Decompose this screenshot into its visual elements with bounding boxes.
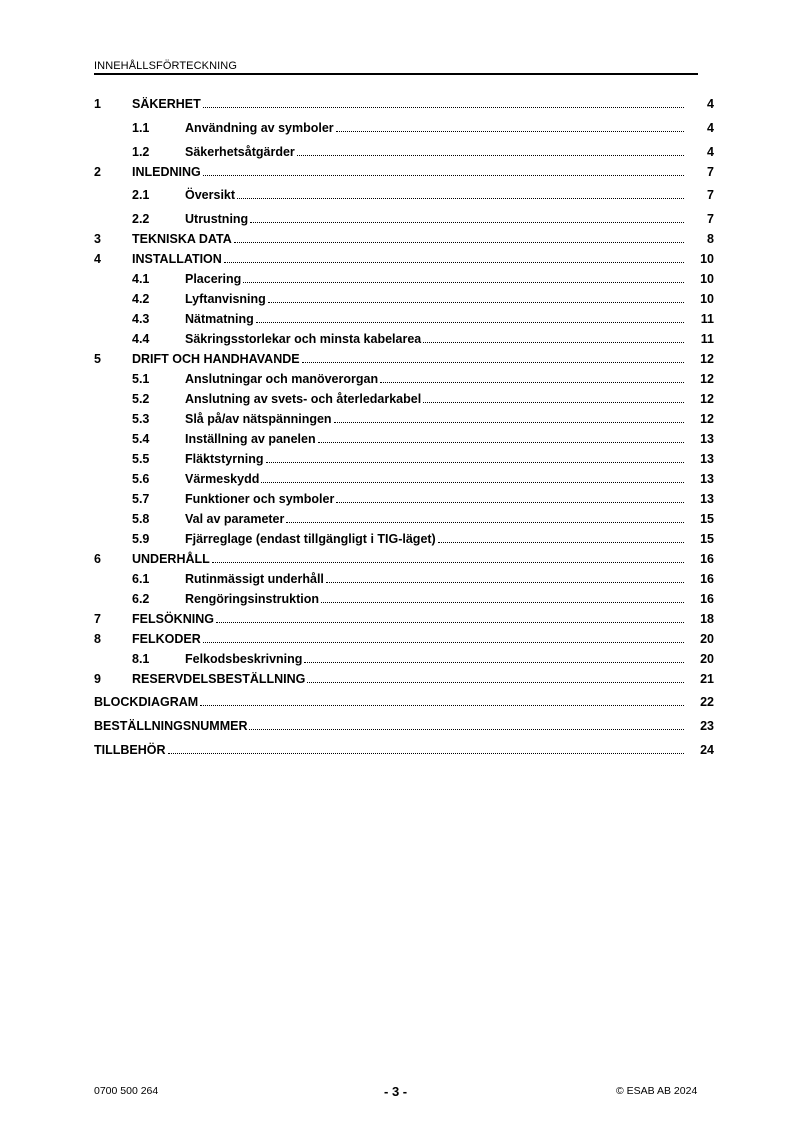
toc-entry-number: 3 bbox=[94, 232, 101, 246]
dot-leader bbox=[286, 521, 684, 523]
toc-entry-label: Säkringsstorlekar och minsta kabelarea bbox=[185, 332, 422, 346]
toc-entry-label-wrap bbox=[132, 96, 686, 112]
toc-entry-number: 5.3 bbox=[132, 412, 150, 426]
toc-entry-label-wrap bbox=[185, 311, 686, 327]
toc-entry-number: 1.1 bbox=[132, 121, 150, 135]
toc-entry[interactable] bbox=[94, 651, 714, 667]
toc-entry-page: 16 bbox=[700, 592, 714, 606]
toc-entry-label: TILLBEHÖR bbox=[94, 743, 166, 757]
toc-entry-number: 5.2 bbox=[132, 392, 150, 406]
dot-leader bbox=[304, 661, 684, 663]
dot-leader bbox=[268, 301, 684, 303]
toc-entry-label-wrap bbox=[132, 251, 686, 267]
toc-entry-label: INLEDNING bbox=[132, 165, 201, 179]
toc-entry-page: 22 bbox=[700, 695, 714, 709]
toc-entry-label-wrap bbox=[185, 531, 686, 547]
dot-leader bbox=[168, 752, 684, 754]
dot-leader bbox=[237, 197, 684, 199]
toc-entry-number: 8 bbox=[94, 632, 101, 646]
toc-entry[interactable] bbox=[94, 187, 714, 203]
toc-entry-page: 23 bbox=[700, 719, 714, 733]
toc-entry-label-wrap bbox=[94, 718, 686, 734]
toc-entry-label-wrap bbox=[185, 451, 686, 467]
toc-entry-label-wrap bbox=[185, 120, 686, 136]
toc-entry-number: 5.1 bbox=[132, 372, 150, 386]
toc-entry-number: 4.3 bbox=[132, 312, 150, 326]
toc-entry-page: 11 bbox=[700, 332, 714, 346]
toc-entry[interactable] bbox=[94, 611, 714, 627]
toc-entry[interactable] bbox=[94, 531, 714, 547]
toc-entry-number: 4.4 bbox=[132, 332, 150, 346]
toc-entry-label: Rutinmässigt underhåll bbox=[185, 572, 324, 586]
dot-leader bbox=[336, 130, 684, 132]
toc-entry[interactable] bbox=[94, 571, 714, 587]
toc-entry-page: 4 bbox=[707, 145, 714, 159]
toc-entry-label: Placering bbox=[185, 272, 242, 286]
toc-entry-label-wrap bbox=[132, 671, 686, 687]
toc-entry-page: 15 bbox=[700, 532, 714, 546]
dot-leader bbox=[326, 581, 684, 583]
toc-entry-number: 6 bbox=[94, 552, 101, 566]
toc-entry[interactable] bbox=[94, 391, 714, 407]
toc-entry-number: 4 bbox=[94, 252, 101, 266]
toc-entry[interactable] bbox=[94, 96, 714, 112]
toc-entry[interactable] bbox=[94, 631, 714, 647]
toc-entry-page: 10 bbox=[700, 292, 714, 306]
toc-entry[interactable] bbox=[94, 694, 714, 710]
toc-entry-label-wrap bbox=[132, 231, 686, 247]
toc-entry-label: Fläktstyrning bbox=[185, 452, 264, 466]
toc-entry-label: Utrustning bbox=[185, 212, 249, 226]
toc-entry[interactable] bbox=[94, 511, 714, 527]
toc-entry-number: 4.2 bbox=[132, 292, 150, 306]
toc-entry-number: 1 bbox=[94, 97, 101, 111]
toc-entry-page: 12 bbox=[700, 372, 714, 386]
toc-entry-label-wrap bbox=[185, 371, 686, 387]
toc-entry-label: Nätmatning bbox=[185, 312, 254, 326]
toc-entry-page: 12 bbox=[700, 352, 714, 366]
toc-entry-label-wrap bbox=[185, 211, 686, 227]
toc-entry-page: 20 bbox=[700, 652, 714, 666]
toc-entry-number: 2.2 bbox=[132, 212, 150, 226]
dot-leader bbox=[234, 241, 684, 243]
toc-entry-number: 6.1 bbox=[132, 572, 150, 586]
dot-leader bbox=[203, 174, 684, 176]
toc-entry[interactable] bbox=[94, 451, 714, 467]
toc-entry-label-wrap bbox=[132, 164, 686, 180]
dot-leader bbox=[203, 106, 684, 108]
document-number: 0700 500 264 bbox=[94, 1085, 159, 1097]
toc-entry-label-wrap bbox=[185, 511, 686, 527]
toc-entry-label: Värmeskydd bbox=[185, 472, 260, 486]
toc-entry[interactable] bbox=[94, 671, 714, 687]
toc-entry-page: 7 bbox=[707, 165, 714, 179]
toc-entry[interactable] bbox=[94, 291, 714, 307]
toc-entry[interactable] bbox=[94, 251, 714, 267]
dot-leader bbox=[261, 481, 684, 483]
toc-entry-label-wrap bbox=[185, 491, 686, 507]
toc-entry-label: DRIFT OCH HANDHAVANDE bbox=[132, 352, 300, 366]
toc-entry-label: Lyftanvisning bbox=[185, 292, 266, 306]
toc-entry-label: FELKODER bbox=[132, 632, 201, 646]
toc-entry-label: Anslutning av svets- och återledarkabel bbox=[185, 392, 422, 406]
toc-entry-label-wrap bbox=[185, 431, 686, 447]
dot-leader bbox=[212, 561, 684, 563]
toc-entry-label-wrap bbox=[185, 331, 686, 347]
dot-leader bbox=[438, 541, 684, 543]
toc-entry-page: 16 bbox=[700, 572, 714, 586]
toc-entry-label-wrap bbox=[185, 411, 686, 427]
toc-entry-page: 20 bbox=[700, 632, 714, 646]
dot-leader bbox=[423, 401, 684, 403]
toc-entry-label: Säkerhetsåtgärder bbox=[185, 145, 295, 159]
copyright-notice: © ESAB AB 2024 bbox=[616, 1085, 698, 1097]
toc-entry-label-wrap bbox=[94, 742, 686, 758]
toc-entry-label: SÄKERHET bbox=[132, 97, 201, 111]
toc-entry[interactable] bbox=[94, 431, 714, 447]
toc-entry-label-wrap bbox=[185, 471, 686, 487]
toc-entry-label: Användning av symboler bbox=[185, 121, 334, 135]
dot-leader bbox=[243, 281, 684, 283]
toc-entry-number: 8.1 bbox=[132, 652, 150, 666]
toc-entry[interactable] bbox=[94, 120, 714, 136]
toc-entry-label: Val av parameter bbox=[185, 512, 285, 526]
toc-entry-label-wrap bbox=[185, 291, 686, 307]
toc-entry[interactable] bbox=[94, 351, 714, 367]
toc-entry-page: 16 bbox=[700, 552, 714, 566]
dot-leader bbox=[336, 501, 684, 503]
toc-entry-label: Anslutningar och manöverorgan bbox=[185, 372, 379, 386]
toc-entry-page: 11 bbox=[700, 312, 714, 326]
toc-entry-number: 7 bbox=[94, 612, 101, 626]
toc-entry-label-wrap bbox=[185, 571, 686, 587]
toc-entry[interactable] bbox=[94, 491, 714, 507]
dot-leader bbox=[224, 261, 684, 263]
toc-entry[interactable] bbox=[94, 164, 714, 180]
toc-entry-number: 1.2 bbox=[132, 145, 150, 159]
dot-leader bbox=[334, 421, 684, 423]
dot-leader bbox=[203, 641, 684, 643]
dot-leader bbox=[321, 601, 684, 603]
toc-entry-label-wrap bbox=[132, 351, 686, 367]
toc-entry-page: 18 bbox=[700, 612, 714, 626]
toc-entry[interactable] bbox=[94, 411, 714, 427]
toc-entry-number: 5.8 bbox=[132, 512, 150, 526]
toc-entry-label: BESTÄLLNINGSNUMMER bbox=[94, 719, 248, 733]
toc-entry-number: 5.6 bbox=[132, 472, 150, 486]
toc-entry[interactable] bbox=[94, 311, 714, 327]
toc-entry-page: 15 bbox=[700, 512, 714, 526]
dot-leader bbox=[250, 221, 684, 223]
dot-leader bbox=[249, 728, 684, 730]
dot-leader bbox=[216, 621, 684, 623]
toc-entry-number: 9 bbox=[94, 672, 101, 686]
page-number: - 3 - bbox=[384, 1084, 408, 1099]
toc-entry-label: INSTALLATION bbox=[132, 252, 222, 266]
toc-entry-page: 8 bbox=[707, 232, 714, 246]
toc-entry-label: TEKNISKA DATA bbox=[132, 232, 232, 246]
dot-leader bbox=[307, 681, 684, 683]
toc-entry-label-wrap bbox=[94, 694, 686, 710]
dot-leader bbox=[423, 341, 684, 343]
toc-entry-page: 7 bbox=[707, 212, 714, 226]
toc-entry-number: 5 bbox=[94, 352, 101, 366]
toc-entry-label-wrap bbox=[132, 631, 686, 647]
toc-entry-label: UNDERHÅLL bbox=[132, 552, 210, 566]
toc-entry-page: 24 bbox=[700, 743, 714, 757]
toc-entry[interactable] bbox=[94, 371, 714, 387]
toc-entry-number: 2.1 bbox=[132, 188, 150, 202]
toc-entry-page: 13 bbox=[700, 432, 714, 446]
toc-entry-label-wrap bbox=[185, 651, 686, 667]
dot-leader bbox=[266, 461, 685, 463]
toc-entry-label: Funktioner och symboler bbox=[185, 492, 335, 506]
toc-entry-label: RESERVDELSBESTÄLLNING bbox=[132, 672, 306, 686]
toc-entry-number: 4.1 bbox=[132, 272, 150, 286]
dot-leader bbox=[297, 154, 684, 156]
dot-leader bbox=[256, 321, 684, 323]
dot-leader bbox=[318, 441, 684, 443]
toc-entry[interactable] bbox=[94, 551, 714, 567]
toc-entry-number: 5.7 bbox=[132, 492, 150, 506]
toc-header-title: INNEHÅLLSFÖRTECKNING bbox=[94, 60, 698, 75]
toc-entry-number: 6.2 bbox=[132, 592, 150, 606]
dot-leader bbox=[200, 704, 684, 706]
toc-entry-label-wrap bbox=[132, 611, 686, 627]
toc-entry[interactable] bbox=[94, 331, 714, 347]
toc-entry[interactable] bbox=[94, 718, 714, 734]
toc-entry[interactable] bbox=[94, 211, 714, 227]
toc-entry-page: 13 bbox=[700, 492, 714, 506]
toc-entry-label: Rengöringsinstruktion bbox=[185, 592, 320, 606]
toc-entry-label-wrap bbox=[185, 271, 686, 287]
toc-entry-number: 5.9 bbox=[132, 532, 150, 546]
toc-entry-label: Slå på/av nätspänningen bbox=[185, 412, 332, 426]
toc-entry[interactable] bbox=[94, 271, 714, 287]
toc-entry-number: 5.4 bbox=[132, 432, 150, 446]
toc-entry-page: 13 bbox=[700, 452, 714, 466]
toc-entry-label-wrap bbox=[185, 591, 686, 607]
toc-entry-label-wrap bbox=[185, 144, 686, 160]
toc-entry-label: FELSÖKNING bbox=[132, 612, 214, 626]
dot-leader bbox=[380, 381, 684, 383]
toc-entry-label: Översikt bbox=[185, 188, 236, 202]
toc-entry-number: 5.5 bbox=[132, 452, 150, 466]
toc-entry-label-wrap bbox=[185, 187, 686, 203]
toc-entry[interactable] bbox=[94, 742, 714, 758]
toc-entry-page: 12 bbox=[700, 392, 714, 406]
toc-entry-label-wrap bbox=[185, 391, 686, 407]
toc-entry-page: 4 bbox=[707, 121, 714, 135]
toc-entry-label: Felkodsbeskrivning bbox=[185, 652, 303, 666]
toc-entry-page: 13 bbox=[700, 472, 714, 486]
toc-entry-page: 21 bbox=[700, 672, 714, 686]
toc-entry-label-wrap bbox=[132, 551, 686, 567]
toc-entry-page: 7 bbox=[707, 188, 714, 202]
toc-entry-page: 12 bbox=[700, 412, 714, 426]
toc-entry-page: 10 bbox=[700, 272, 714, 286]
toc-entry-page: 10 bbox=[700, 252, 714, 266]
toc-entry[interactable] bbox=[94, 471, 714, 487]
toc-entry-label: BLOCKDIAGRAM bbox=[94, 695, 199, 709]
toc-entry[interactable] bbox=[94, 591, 714, 607]
toc-entry[interactable] bbox=[94, 231, 714, 247]
toc-entry-label: Inställning av panelen bbox=[185, 432, 316, 446]
dot-leader bbox=[302, 361, 684, 363]
toc-entry-number: 2 bbox=[94, 165, 101, 179]
toc-entry-page: 4 bbox=[707, 97, 714, 111]
toc-entry[interactable] bbox=[94, 144, 714, 160]
toc-entry-label: Fjärreglage (endast tillgängligt i TIG-läget) bbox=[185, 532, 436, 546]
